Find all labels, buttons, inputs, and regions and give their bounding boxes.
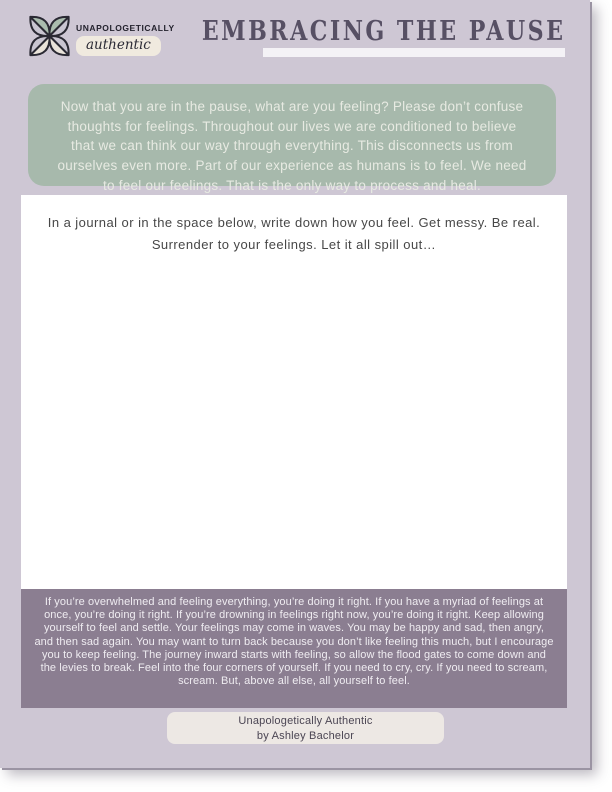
journal-prompt: In a journal or in the space below, write down how you feel. Get messy. Be real. Surrender to your feelings. Let it all spill out… (47, 215, 541, 253)
journal-area (21, 195, 567, 589)
encouragement-callout (21, 589, 567, 708)
intro-callout (28, 84, 556, 193)
footer-credit-line2: by Ashley Bachelor (256, 730, 355, 743)
intro-text: Now that you are in the pause, what are you feeling? Please don’t confuse thoughts for feelings. Throughout our lives we are conditioned to believe that we can think our way through everything. This disconnects us from ourselves even more. Part of our experience as humans is to feel. We need to feel our feelings. That is the only way to process and heal. (57, 99, 527, 193)
page-title: EMBRACING THE PAUSE (201, 16, 565, 47)
journal-writing-space (33, 256, 555, 556)
butterfly-logo-icon (26, 10, 73, 60)
logo-wordmark-top: UNAPOLOGETICALLY (76, 23, 175, 33)
title-underline (263, 48, 565, 57)
encouragement-text: If you’re overwhelmed and feeling everything, you’re doing it right. If you have a myriad of feelings at once, you’re doing it right. If you’re drowning in feelings right now, you’re doing it right. Keep allowing yourself to feel and settle. Your feelings may come in waves. You may be happy and sad, then angry, and then sad again. You may want to turn back because you don’t like feeling this much, but I encourage you to keep feeling. The journey inward starts with feeling, so allow the flood gates to come down and the levies to break. Feel into the four corners of yourself. If you need to cry, cry. If you need to scream, scream. But, above all else, all yourself to feel. (34, 596, 554, 688)
footer-credit-line1: Unapologetically Authentic (238, 715, 373, 727)
title-block (122, 16, 565, 57)
footer-credit (167, 712, 444, 744)
logo-wordmark-script: authentic (86, 37, 151, 53)
